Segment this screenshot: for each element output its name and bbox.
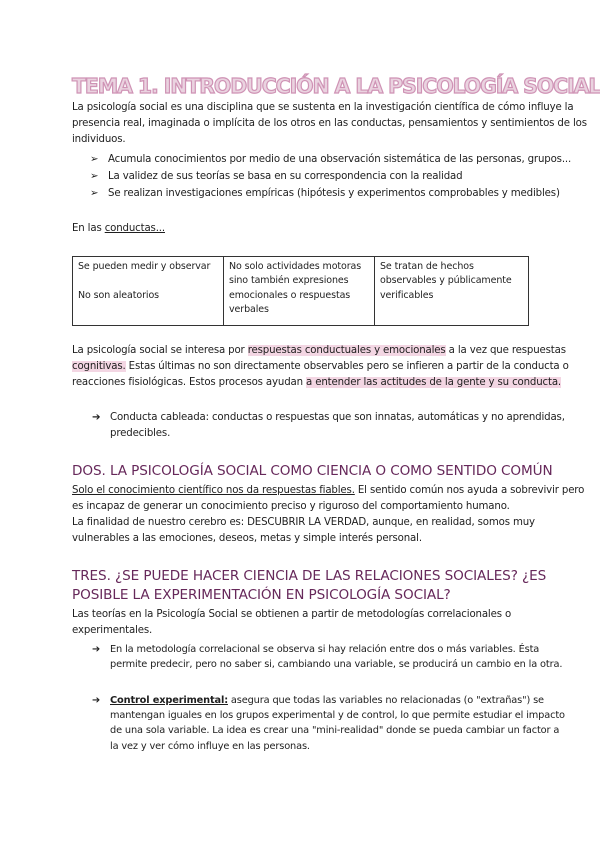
paragraph-line: es incapaz de generar un conocimiento preciso y riguroso del comportamiento humano. [72, 501, 510, 512]
table-cell [375, 257, 529, 326]
interest-paragraph [72, 343, 569, 391]
arrowhead-bullet-icon: ➢ [90, 188, 99, 199]
underlined-text: Solo el conocimiento científico nos da respuestas fiables. [72, 485, 355, 496]
bullet-text [110, 693, 565, 754]
bullet-line: la vez y ver cómo influye en las personas. [110, 740, 310, 752]
cableada-item [92, 410, 565, 442]
section-tres-paragraph [72, 607, 537, 639]
bullet-text: Acumula conocimientos por medio de una observación sistemática de las personas, grupos... [108, 154, 572, 165]
arrowhead-bullet-icon: ➢ [90, 154, 99, 165]
heading-line: TRES. ¿SE PUEDE HACER CIENCIA DE LAS RELACIONES SOCIALES? ¿ES [72, 568, 547, 584]
cell-line: Se tratan de hechos [380, 261, 474, 272]
bullet-line [110, 693, 544, 708]
bullet-line: Conducta cableada: conductas o respuestas que son innatas, automáticas y no aprendidas, [110, 412, 565, 423]
section-dos-paragraph [72, 483, 585, 547]
page-title: TEMA 1. INTRODUCCIÓN A LA PSICOLOGÍA SOCIAL [72, 74, 600, 98]
arrow-bullet-icon: ➔ [92, 412, 101, 423]
intro-line: La psicología social es una disciplina que se sustenta en la investigación científica de cómo influye la [72, 102, 574, 113]
cell-line [78, 274, 218, 288]
highlighted-text: a entender las actitudes de la gente y su conducta. [306, 377, 562, 388]
intro-paragraph [72, 100, 587, 148]
intro-line: individuos. [72, 134, 126, 145]
arrow-bullet-icon: ➔ [92, 644, 101, 655]
bold-term: Control experimental: [110, 695, 228, 706]
conductas-prefix: En las [72, 223, 105, 234]
paragraph-line [72, 343, 566, 359]
text-span: Estas últimas no son directamente observables pero se infieren a partir de la conducta o [125, 361, 569, 372]
conductas-table [72, 256, 529, 326]
cell-line: emocionales o respuestas [229, 289, 351, 301]
bullet-line: predecibles. [110, 428, 171, 439]
paragraph-line: vulnerables a las emociones, deseos, metas y simple interés personal. [72, 533, 422, 544]
cell-line: verificables [380, 289, 434, 301]
arrowhead-bullet-icon: ➢ [90, 171, 99, 182]
highlighted-text: respuestas conductuales y emocionales [247, 345, 446, 356]
bullet-line: mantengan iguales en los grupos experimental y de control, lo que permite estudiar el impacto [110, 710, 565, 722]
table-cell [73, 257, 224, 326]
arrow-bullet-icon: ➔ [92, 695, 101, 706]
paragraph-line: La finalidad de nuestro cerebro es: DESCUBRIR LA VERDAD, aunque, en realidad, somos muy [72, 517, 535, 528]
intro-line: presencia real, imaginada o implícita de los otros en las conductas, pensamientos y sentimientos de los [72, 118, 587, 129]
heading-line: POSIBLE LA EXPERIMENTACIÓN EN PSICOLOGÍA SOCIAL? [72, 587, 451, 603]
paragraph-line [72, 483, 585, 499]
cell-line: verbales [229, 304, 269, 316]
conductas-intro [72, 221, 165, 237]
correlacional-item [92, 642, 563, 672]
bullet-text [110, 410, 565, 442]
paragraph-line [72, 375, 562, 391]
section-heading [72, 567, 546, 605]
text-span: El sentido común nos ayuda a sobrevivir pero [354, 485, 585, 496]
bullet-text: Se realizan investigaciones empíricas (hipótesis y experimentos comprobables y medibles) [108, 188, 560, 199]
bullet-line: de una sola variable. La idea es crear una "mini-realidad" donde se pueda cambiar un factor a [110, 725, 560, 737]
section-heading: DOS. LA PSICOLOGÍA SOCIAL COMO CIENCIA O COMO SENTIDO COMÚN [72, 463, 553, 479]
cell-line: No son aleatorios [78, 289, 160, 301]
conductas-link: conductas... [104, 223, 165, 234]
text-span: reacciones fisiológicas. Estos procesos ayudan [72, 377, 307, 388]
bullet-text: La validez de sus teorías se basa en su correspondencia con la realidad [108, 171, 463, 182]
bullet-text [110, 642, 563, 672]
text-span: a la vez que respuestas [445, 345, 566, 356]
paragraph-line: experimentales. [72, 625, 153, 636]
table-row [73, 257, 529, 326]
cell-line: Se pueden medir y observar [78, 261, 211, 272]
paragraph-line [72, 359, 569, 375]
bullet-line: permite predecir, pero no saber si, cambiando una variable, se producirá un cambio en la otra. [110, 659, 563, 671]
table-cell [224, 257, 375, 326]
cell-line: observables y públicamente [380, 275, 512, 287]
text-span: asegura que todas las variables no relacionadas (o "extrañas") se [227, 695, 544, 706]
control-experimental-item [92, 693, 565, 754]
bullet-line: En la metodología correlacional se observa si hay relación entre dos o más variables. Ésta [110, 644, 540, 655]
cell-line: sino también expresiones [229, 275, 349, 287]
text-span: La psicología social se interesa por [72, 345, 248, 356]
cell-line: No solo actividades motoras [229, 261, 362, 272]
highlighted-text: cognitivas. [72, 361, 126, 372]
paragraph-line: Las teorías en la Psicología Social se obtienen a partir de metodologías correlacionales o [72, 609, 512, 620]
